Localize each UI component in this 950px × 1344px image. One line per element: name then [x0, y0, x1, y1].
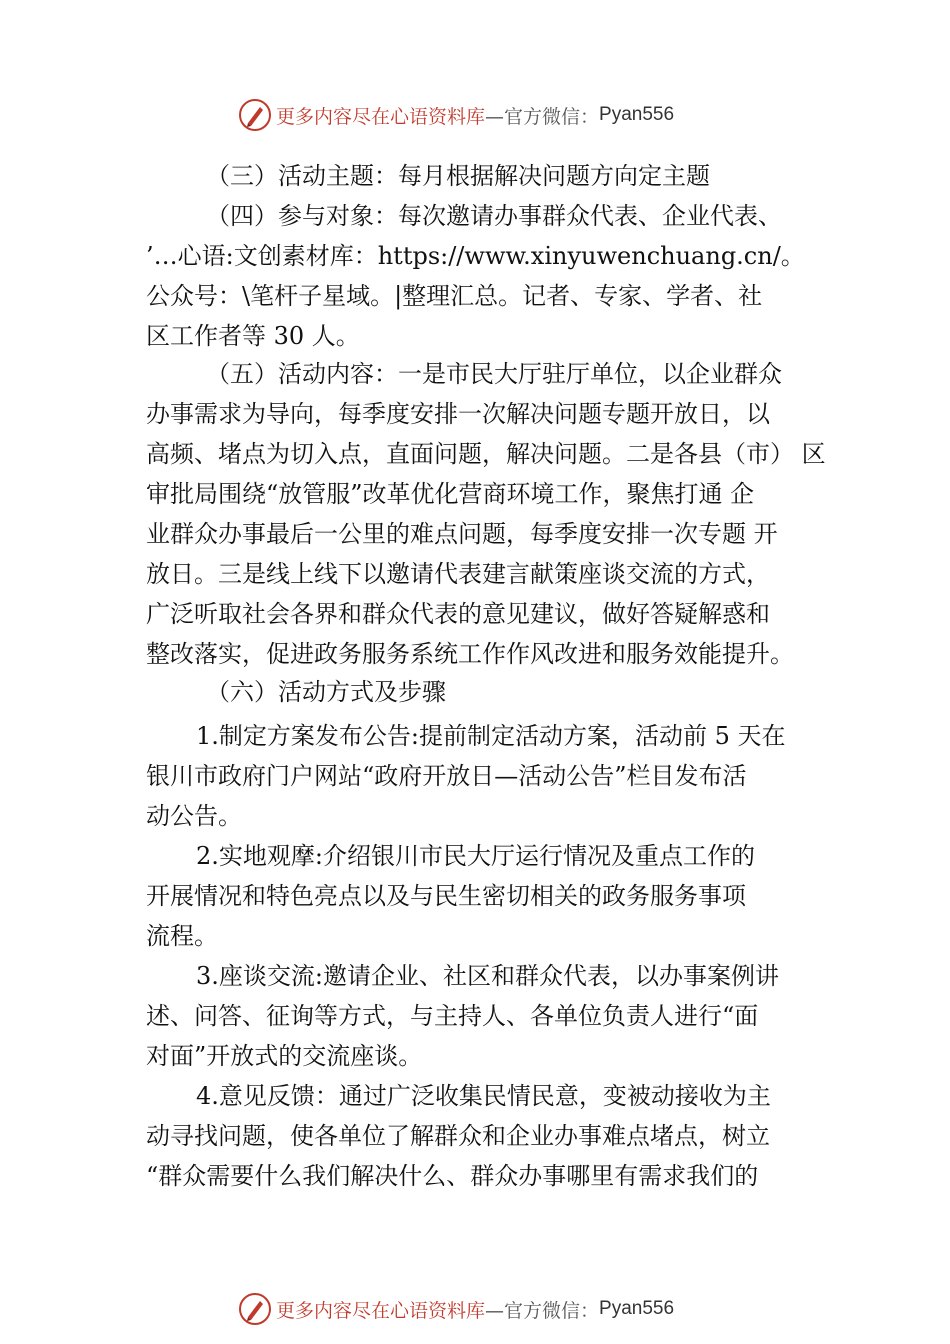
watermark-account: Pyan556 [599, 104, 675, 125]
text-line: 广泛听取社会各界和群众代表的意见建议，做好答疑解惑和 [146, 600, 770, 628]
text-line: 开展情况和特色亮点以及与民生密切相关的政务服务事项 [146, 882, 746, 910]
text-line: 区工作者等 30 人。 [146, 322, 360, 350]
text-line: 动寻找问题，使各单位了解群众和企业办事难点堵点，树立 [146, 1122, 770, 1150]
text-line: 放日。三是线上线下以邀请代表建言献策座谈交流的方式， [146, 560, 770, 588]
watermark-header [238, 98, 674, 132]
text-line: （四）参与对象：每次邀请办事群众代表、企业代表、 [206, 202, 782, 230]
text-line: 审批局围绕“放管服”改革优化营商环境工作，聚焦打通 企 [146, 480, 755, 508]
text-line: 对面”开放式的交流座谈。 [146, 1042, 423, 1070]
watermark-footer [238, 1292, 674, 1326]
text-line: 银川市政府门户网站“政府开放日—活动公告”栏目发布活 [146, 762, 747, 790]
text-line: 1.制定方案发布公告:提前制定活动方案，活动前 5 天在 [196, 722, 786, 750]
watermark-text: 更多内容尽在心语资料库 [276, 105, 486, 128]
text-line: 流程。 [146, 922, 218, 950]
text-line: （六）活动方式及步骤 [206, 678, 446, 706]
watermark-separator: —官方微信： [485, 105, 600, 128]
text-line: （五）活动内容：一是市民大厅驻厅单位，以企业群众 [206, 360, 782, 388]
text-line: “群众需要什么我们解决什么、群众办事哪里有需求我们的 [146, 1162, 759, 1190]
text-line: ’…心语:文创素材库：https://www.xinyuwenchuang.cn/。 [146, 242, 805, 270]
pen-logo-icon [238, 1292, 272, 1326]
watermark-separator: —官方微信： [485, 1299, 600, 1322]
text-line: 整改落实，促进政务服务系统工作作风改进和服务效能提升。 [146, 640, 794, 668]
pen-logo-icon [238, 98, 272, 132]
watermark-account: Pyan556 [599, 1298, 675, 1319]
text-line: 3.座谈交流:邀请企业、社区和群众代表，以办事案例讲 [196, 962, 779, 990]
text-line: 动公告。 [146, 802, 242, 830]
text-line: 2.实地观摩:介绍银川市民大厅运行情况及重点工作的 [196, 842, 755, 870]
text-line: 公众号：\笔杆子星域。|整理汇总。记者、专家、学者、社 [146, 282, 763, 310]
watermark-text: 更多内容尽在心语资料库 [276, 1299, 486, 1322]
text-line: 高频、堵点为切入点，直面问题，解决问题。二是各县（市） 区 [146, 440, 826, 468]
text-line: （三）活动主题：每月根据解决问题方向定主题 [206, 162, 710, 190]
text-line: 办事需求为导向，每季度安排一次解决问题专题开放日，以 [146, 400, 770, 428]
text-line: 述、问答、征询等方式，与主持人、各单位负责人进行“面 [146, 1002, 759, 1030]
text-line: 4.意见反馈：通过广泛收集民情民意，变被动接收为主 [196, 1082, 771, 1110]
text-line: 业群众办事最后一公里的难点问题，每季度安排一次专题 开 [146, 520, 778, 548]
